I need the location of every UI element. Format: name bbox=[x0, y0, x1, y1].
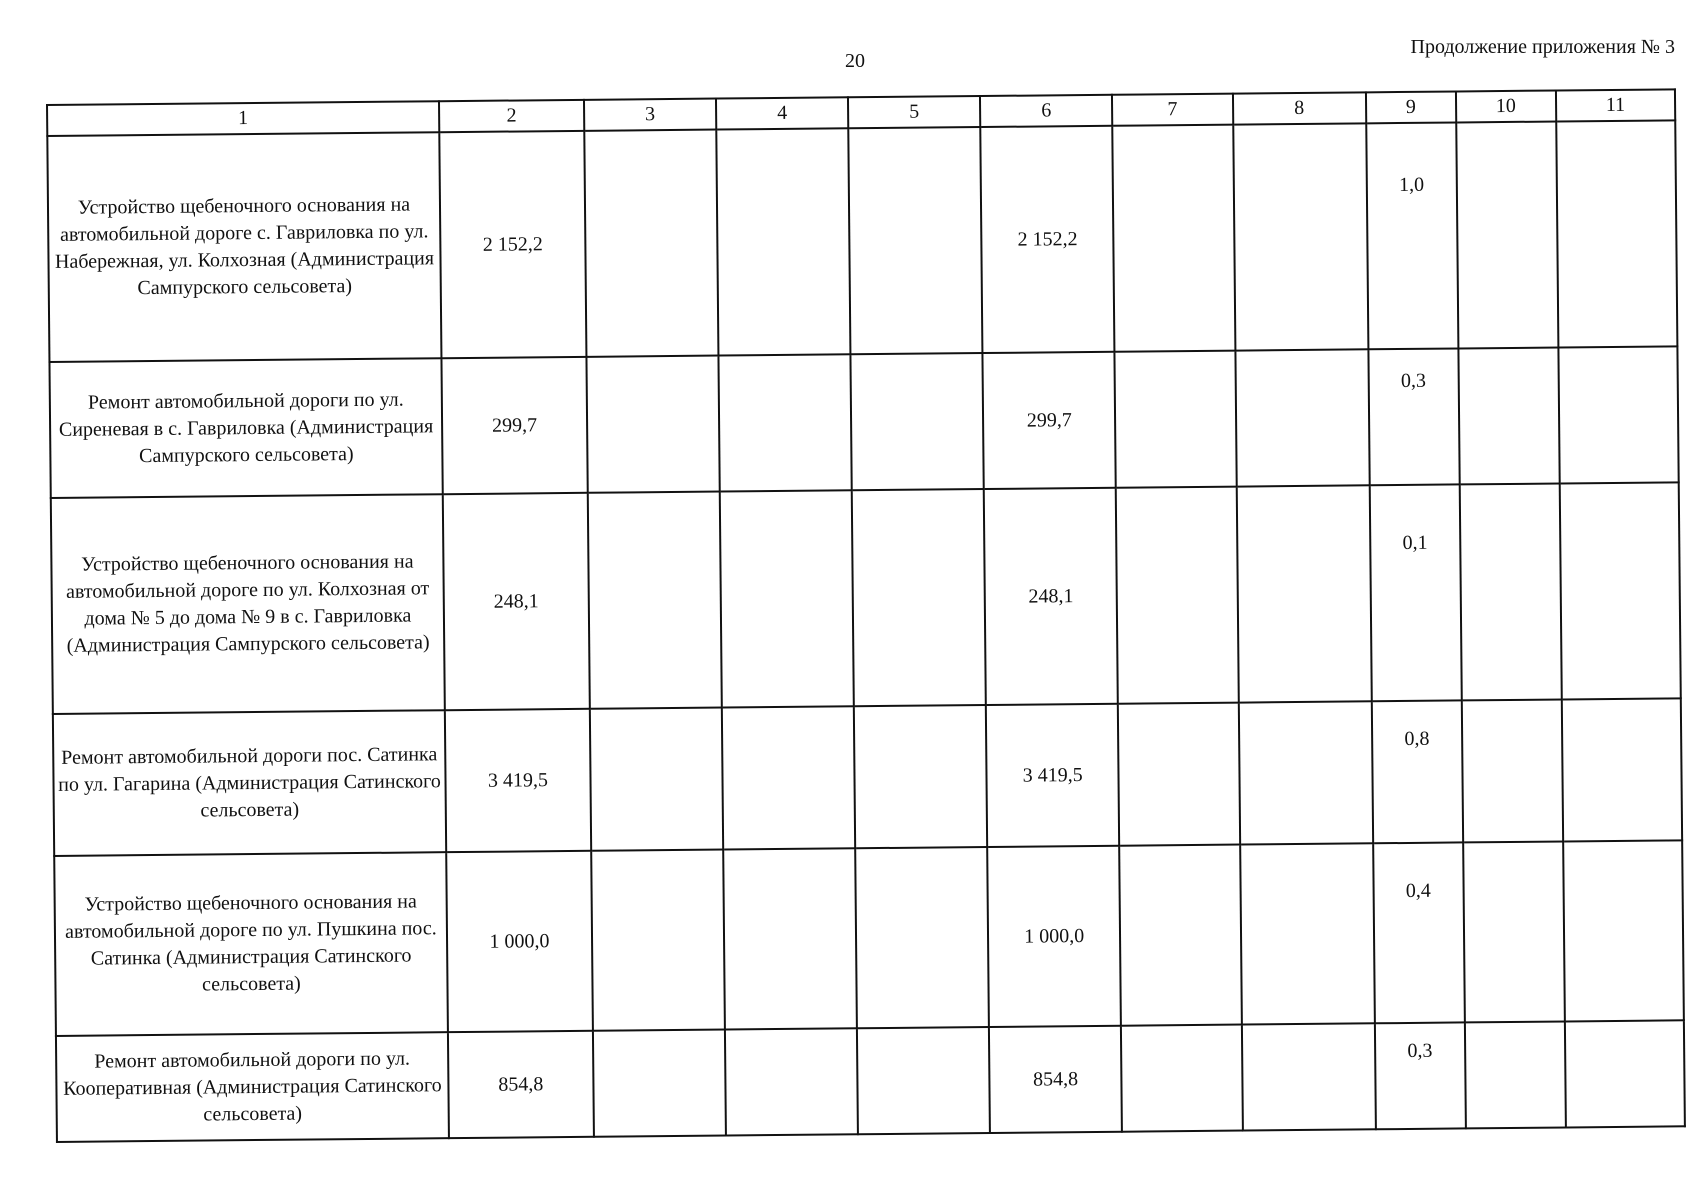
cell-col-11 bbox=[1562, 698, 1683, 841]
object-name-cell: Устройство щебеночного основания на автомобильной дороге с. Гавриловка по ул. Набережная, ул. Колхозная (Администрация Сампурского сельсовета) bbox=[47, 132, 441, 362]
cell-col-8 bbox=[1233, 123, 1368, 350]
cell-col-6: 1 000,0 bbox=[987, 846, 1121, 1027]
cell-col-3 bbox=[591, 850, 725, 1031]
cell-col-8 bbox=[1241, 1023, 1375, 1130]
column-header: 7 bbox=[1112, 94, 1233, 126]
cell-col-7 bbox=[1115, 351, 1237, 488]
cell-col-11 bbox=[1556, 120, 1677, 347]
cell-col-9: 0,3 bbox=[1368, 348, 1460, 485]
table-row bbox=[56, 1020, 1685, 1142]
cell-col-5 bbox=[857, 1027, 990, 1134]
cell-col-4 bbox=[725, 1028, 858, 1135]
cell-col-6: 2 152,2 bbox=[980, 126, 1114, 353]
column-header: 10 bbox=[1456, 91, 1556, 123]
cell-col-9: 1,0 bbox=[1366, 122, 1458, 349]
column-header: 2 bbox=[439, 100, 584, 132]
cell-col-6: 299,7 bbox=[983, 352, 1116, 489]
cell-col-5 bbox=[852, 489, 986, 706]
cell-col-10 bbox=[1458, 347, 1559, 484]
column-header: 3 bbox=[584, 99, 716, 131]
cell-col-10 bbox=[1463, 841, 1565, 1022]
column-header: 9 bbox=[1366, 91, 1456, 123]
cell-col-9: 0,4 bbox=[1373, 842, 1465, 1023]
cell-col-5 bbox=[855, 847, 989, 1028]
cell-col-8 bbox=[1240, 843, 1375, 1024]
appendix-continuation-label: Продолжение приложения № 3 bbox=[1410, 36, 1675, 58]
object-name-cell: Ремонт автомобильной дороги по ул. Кооперативная (Администрация Сатинского сельсовета) bbox=[56, 1032, 449, 1142]
table-row bbox=[51, 482, 1681, 714]
cell-col-3 bbox=[586, 356, 719, 493]
cell-col-9: 0,1 bbox=[1369, 484, 1461, 701]
column-header: 1 bbox=[47, 101, 439, 136]
page-number: 20 bbox=[845, 50, 865, 72]
cell-col-7 bbox=[1112, 125, 1234, 352]
cell-col-2: 248,1 bbox=[443, 493, 590, 710]
cell-col-5 bbox=[854, 705, 987, 848]
column-header: 6 bbox=[980, 95, 1112, 127]
cell-col-9: 0,8 bbox=[1371, 700, 1463, 843]
cell-col-2: 299,7 bbox=[441, 357, 587, 494]
cell-col-4 bbox=[718, 354, 851, 491]
cell-col-11 bbox=[1563, 840, 1684, 1021]
cell-col-4 bbox=[720, 490, 854, 707]
cell-col-2: 3 419,5 bbox=[445, 709, 591, 852]
cell-col-6: 854,8 bbox=[989, 1026, 1122, 1133]
cell-col-9: 0,3 bbox=[1375, 1022, 1466, 1129]
cell-col-8 bbox=[1236, 485, 1371, 702]
table-row bbox=[47, 120, 1677, 362]
cell-col-3 bbox=[593, 1030, 726, 1137]
column-header: 5 bbox=[848, 96, 980, 128]
appendix-table bbox=[46, 88, 1686, 1143]
cell-col-7 bbox=[1118, 703, 1240, 846]
column-header: 11 bbox=[1556, 89, 1676, 121]
cell-col-10 bbox=[1465, 1021, 1566, 1128]
cell-col-7 bbox=[1121, 1025, 1242, 1132]
column-header: 4 bbox=[716, 97, 848, 129]
cell-col-2: 854,8 bbox=[448, 1031, 594, 1138]
cell-col-6: 248,1 bbox=[984, 488, 1118, 705]
table-row bbox=[53, 698, 1682, 856]
cell-col-6: 3 419,5 bbox=[986, 704, 1119, 847]
cell-col-4 bbox=[723, 848, 857, 1029]
cell-col-8 bbox=[1238, 701, 1373, 844]
cell-col-3 bbox=[590, 708, 723, 851]
object-name-cell: Устройство щебеночного основания на автомобильной дороге по ул. Пушкина пос. Сатинка (Администрация Сатинского сельсовета) bbox=[54, 852, 448, 1036]
object-name-cell: Устройство щебеночного основания на автомобильной дороге по ул. Колхозная от дома № 5 до дома № 9 в с. Гавриловка (Администрация Сампурского сельсовета) bbox=[51, 494, 445, 714]
cell-col-8 bbox=[1235, 349, 1369, 486]
cell-col-11 bbox=[1558, 346, 1679, 483]
appendix-table-container bbox=[46, 88, 1686, 1143]
cell-col-3 bbox=[588, 492, 722, 709]
object-name-cell: Ремонт автомобильной дороги пос. Сатинка по ул. Гагарина (Администрация Сатинского сельсовета) bbox=[53, 710, 446, 856]
cell-col-2: 1 000,0 bbox=[446, 851, 593, 1032]
cell-col-5 bbox=[851, 353, 984, 490]
cell-col-10 bbox=[1462, 699, 1563, 842]
table-row bbox=[54, 840, 1684, 1036]
cell-col-4 bbox=[716, 128, 850, 355]
cell-col-10 bbox=[1456, 122, 1558, 349]
cell-col-4 bbox=[722, 706, 855, 849]
column-header: 8 bbox=[1232, 92, 1365, 124]
cell-col-7 bbox=[1116, 487, 1238, 704]
cell-col-2: 2 152,2 bbox=[439, 131, 586, 358]
cell-col-11 bbox=[1559, 482, 1680, 699]
cell-col-5 bbox=[848, 127, 982, 354]
cell-col-7 bbox=[1119, 845, 1241, 1026]
table-row bbox=[49, 346, 1678, 498]
cell-col-3 bbox=[584, 130, 718, 357]
object-name-cell: Ремонт автомобильной дороги по ул. Сиреневая в с. Гавриловка (Администрация Сампурского сельсовета) bbox=[49, 358, 442, 498]
cell-col-10 bbox=[1460, 483, 1562, 700]
cell-col-11 bbox=[1565, 1020, 1685, 1127]
